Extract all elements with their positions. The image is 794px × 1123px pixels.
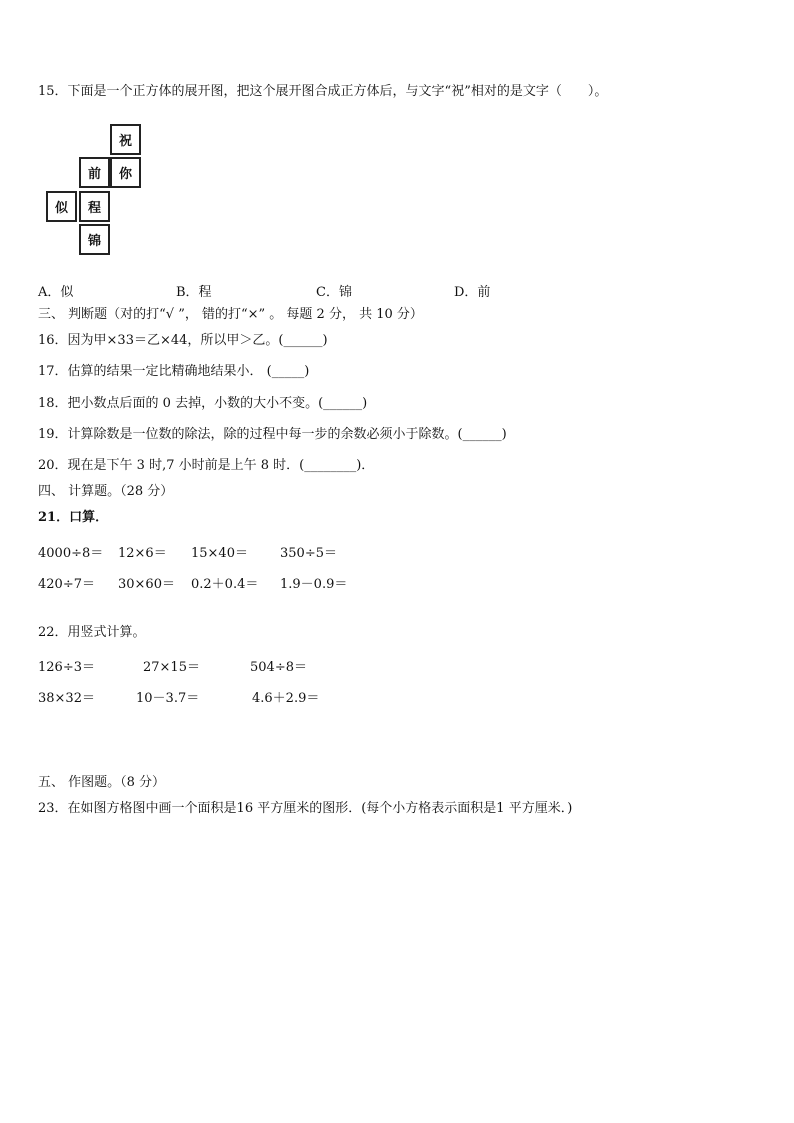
oral-calc-item: 0.2＋0.4＝ [191,577,259,592]
question-23: 23．在如图方格图中画一个面积是16 平方厘米的图形．(每个小方格表示面积是1 平方厘米．) [38,801,573,816]
oral-calc-item: 15×40＝ [191,546,248,561]
vertical-calc-item: 4.6＋2.9＝ [252,691,320,706]
net-cell-zhu: 祝 [110,124,141,155]
question-20: 20．现在是下午 3 时,7 小时前是上午 8 时．(________)． [38,458,375,473]
net-cell-jin: 锦 [79,224,110,255]
section-3-title: 三、 判断题（对的打“√ ”， 错的打“×” 。 每题 2 分， 共 10 分） [38,307,423,322]
option-c: C．锦 [316,285,352,300]
question-17: 17．估算的结果一定比精确地结果小． (_____) [38,364,310,379]
question-16: 16．因为甲×33＝乙×44，所以甲＞乙。(______) [38,333,328,348]
net-cell-qian: 前 [79,157,110,188]
oral-calc-item: 12×6＝ [118,546,167,561]
section-4-title: 四、 计算题。（28 分） [38,484,174,499]
section-5-title: 五、 作图题。（8 分） [38,775,166,790]
question-15-text: 15．下面是一个正方体的展开图，把这个展开图合成正方体后，与文字“祝”相对的是文字（ ）。 [38,84,608,99]
question-18: 18．把小数点后面的 0 去掉，小数的大小不变。(______) [38,396,368,411]
question-21-label: 21．口算． [38,510,109,525]
oral-calc-item: 4000÷8＝ [38,546,104,561]
oral-calc-item: 420÷7＝ [38,577,95,592]
question-22-label: 22．用竖式计算。 [38,625,146,640]
oral-calc-item: 350÷5＝ [280,546,337,561]
vertical-calc-item: 126÷3＝ [38,660,95,675]
oral-calc-item: 30×60＝ [118,577,175,592]
net-cell-cheng: 程 [79,191,110,222]
option-b: B．程 [176,285,212,300]
option-d: D．前 [454,285,491,300]
vertical-calc-item: 38×32＝ [38,691,95,706]
vertical-calc-item: 504÷8＝ [250,660,307,675]
oral-calc-item: 1.9－0.9＝ [280,577,348,592]
question-19: 19．计算除数是一位数的除法，除的过程中每一步的余数必须小于除数。(______) [38,427,507,442]
vertical-calc-item: 27×15＝ [143,660,200,675]
net-cell-si: 似 [46,191,77,222]
option-a: A．似 [38,285,74,300]
net-cell-ni: 你 [110,157,141,188]
vertical-calc-item: 10－3.7＝ [136,691,200,706]
